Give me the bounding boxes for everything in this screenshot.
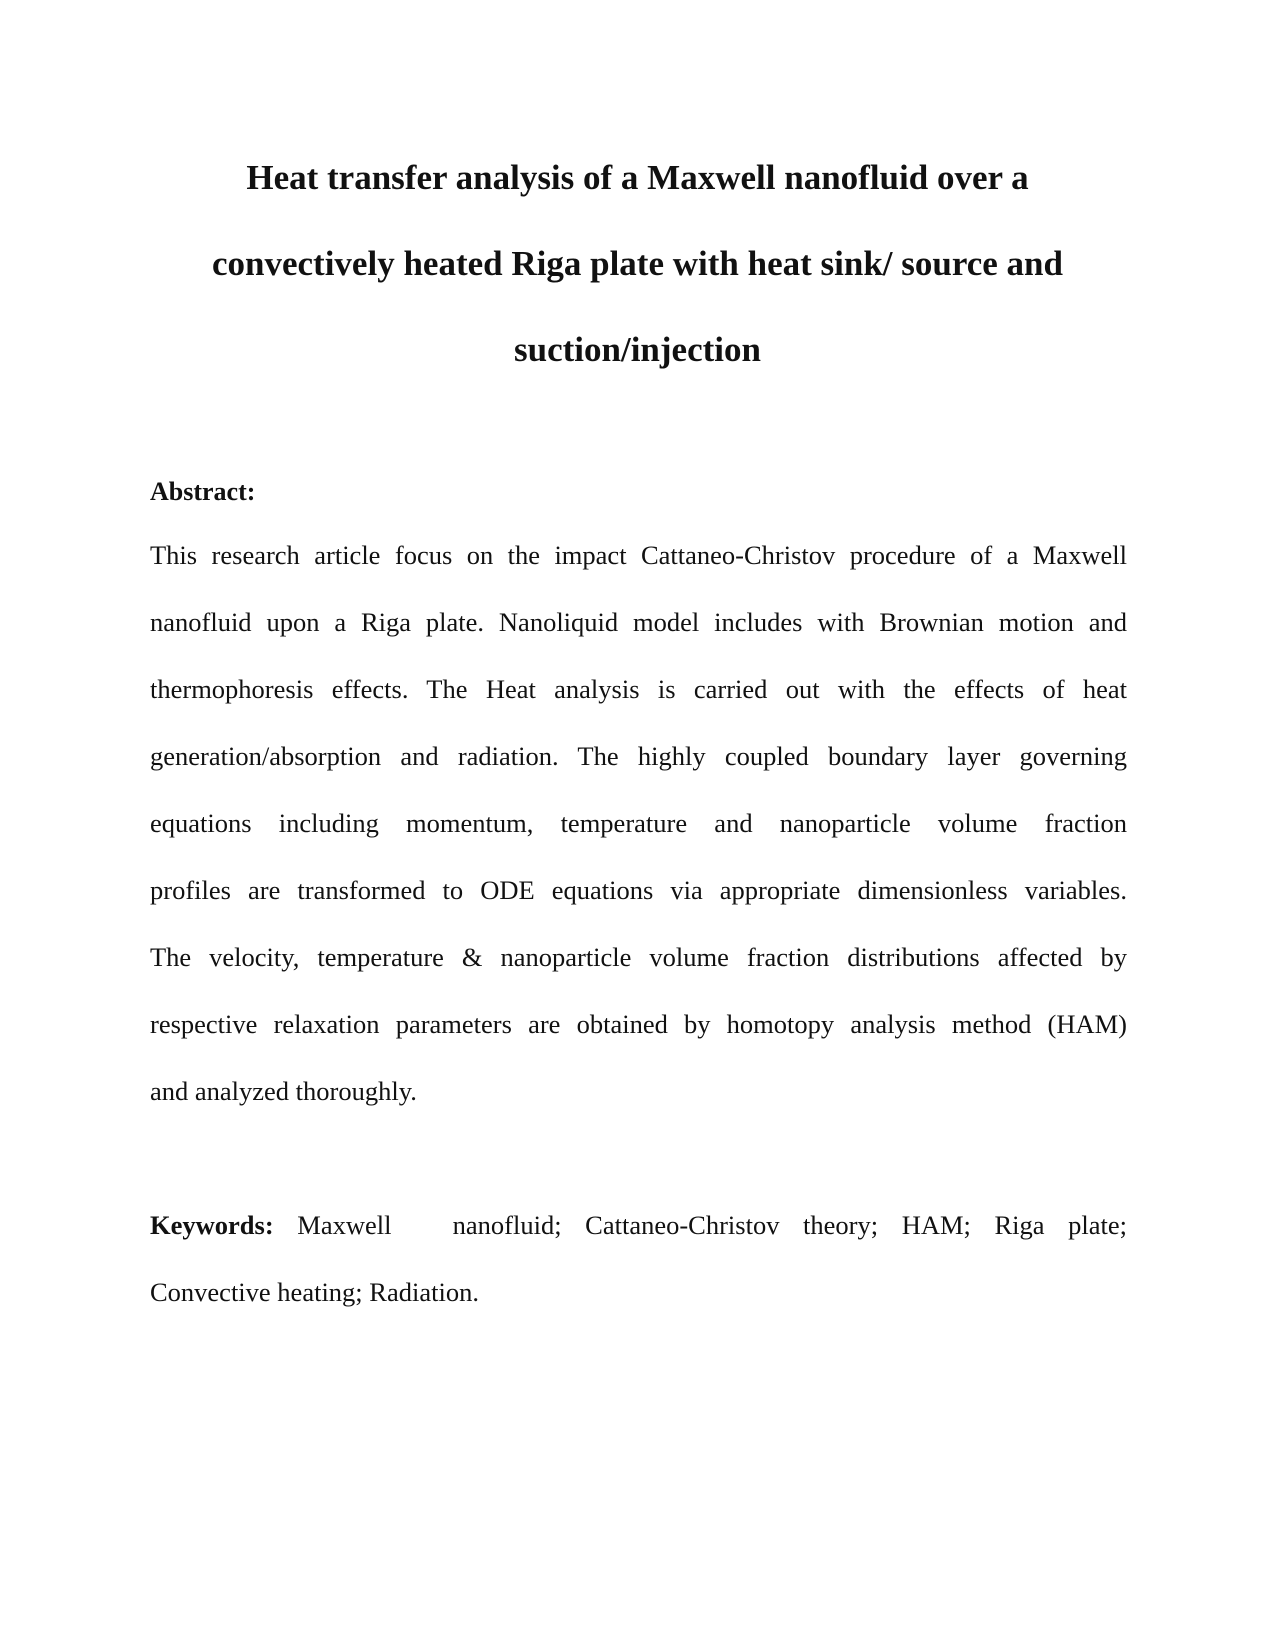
keywords-line xyxy=(150,1207,1127,1274)
abstract-line: This research article focus on the impact Cattaneo-Christov procedure of a Maxwell xyxy=(150,540,1127,570)
abstract-line: respective relaxation parameters are obtained by homotopy analysis method (HAM) xyxy=(150,1009,1127,1039)
abstract-text xyxy=(150,537,1127,1140)
keywords-line: Convective heating; Radiation. xyxy=(150,1277,479,1307)
title-line: convectively heated Riga plate with heat sink/ source and xyxy=(211,244,1063,283)
abstract-line: thermophoresis effects. The Heat analysis is carried out with the effects of heat xyxy=(150,674,1127,704)
abstract-line: and analyzed thoroughly. xyxy=(150,1076,417,1106)
paper-title xyxy=(150,135,1125,393)
abstract-heading: Abstract: xyxy=(150,477,256,506)
keywords-section xyxy=(150,1207,1127,1341)
abstract-line: equations including momentum, temperature and nanoparticle volume fraction xyxy=(150,808,1127,838)
title-line: Heat transfer analysis of a Maxwell nanofluid over a xyxy=(246,158,1029,197)
abstract-line: profiles are transformed to ODE equations via appropriate dimensionless variables. xyxy=(150,875,1127,905)
abstract-line: nanofluid upon a Riga plate. Nanoliquid model includes with Brownian motion and xyxy=(150,607,1127,637)
keyword-text: nanofluid; Cattaneo-Christov theory; HAM; Riga plate; xyxy=(452,1210,1127,1240)
abstract-line: The velocity, temperature & nanoparticle volume fraction distributions affected by xyxy=(150,942,1127,972)
keywords-label: Keywords: xyxy=(150,1210,274,1240)
keyword-text: Maxwell xyxy=(297,1210,392,1240)
abstract-line: generation/absorption and radiation. The highly coupled boundary layer governing xyxy=(150,741,1127,771)
title-line: suction/injection xyxy=(514,330,761,369)
